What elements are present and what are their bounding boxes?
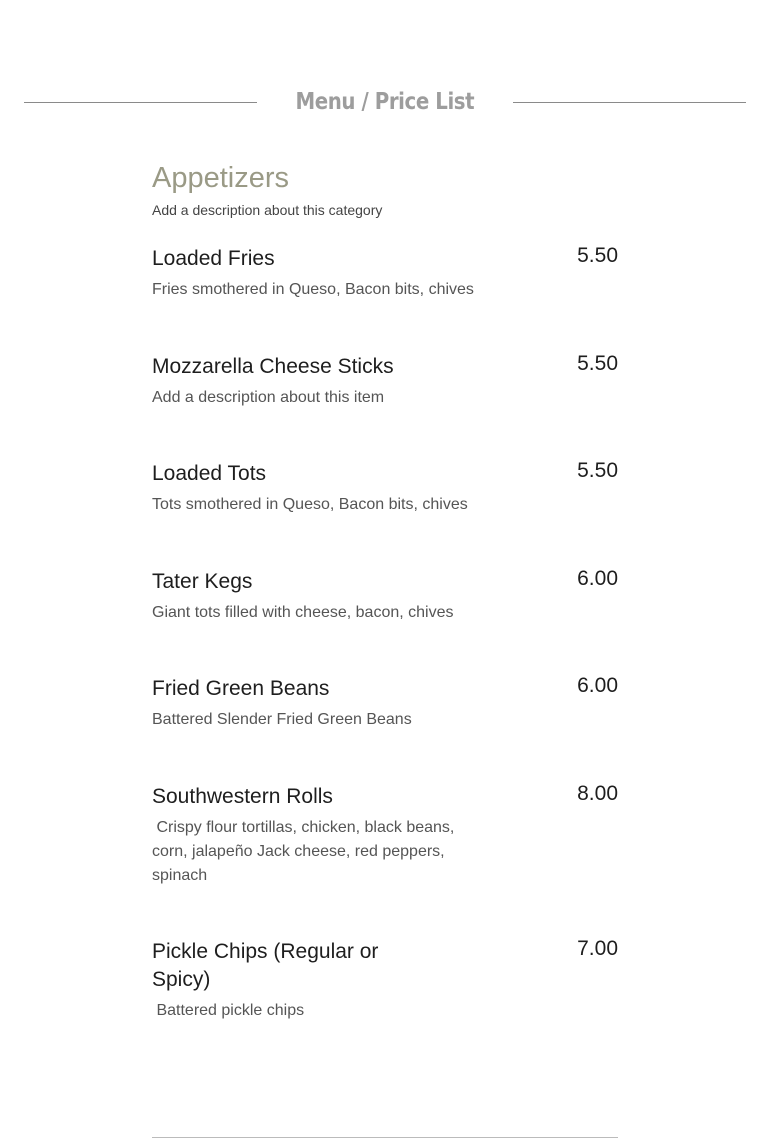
menu-section [152, 160, 618, 1019]
item-description: Battered Slender Fried Green Beans [152, 711, 412, 728]
item-name: Tater Kegs [152, 570, 253, 593]
menu-item [152, 460, 618, 517]
item-price: 5.50 [577, 352, 618, 375]
menu-item [152, 245, 618, 302]
page-title: Menu / Price List [295, 89, 475, 115]
menu-item [152, 675, 618, 732]
header-rule-right [513, 102, 746, 103]
header-rule-left [24, 102, 257, 103]
item-price: 6.00 [577, 674, 618, 697]
item-description: Giant tots filled with cheese, bacon, chives [152, 604, 454, 621]
item-price: 7.00 [577, 937, 618, 960]
item-name: Mozzarella Cheese Sticks [152, 355, 394, 378]
item-price: 5.50 [577, 244, 618, 267]
item-description: Fries smothered in Queso, Bacon bits, chives [152, 281, 474, 298]
item-description: Crispy flour tortillas, chicken, black beans, corn, jalapeño Jack cheese, red peppers, spinach [152, 819, 459, 884]
category-description: Add a description about this category [152, 202, 383, 218]
menu-item [152, 938, 618, 1023]
item-description: Tots smothered in Queso, Bacon bits, chives [152, 496, 468, 513]
category-title: Appetizers [152, 162, 290, 194]
item-name: Loaded Tots [152, 462, 267, 485]
menu-item [152, 353, 618, 410]
item-description: Battered pickle chips [152, 1002, 305, 1019]
item-name: Southwestern Rolls [152, 785, 333, 808]
bottom-divider [152, 1137, 618, 1138]
page-header [24, 82, 746, 122]
item-name: Pickle Chips (Regular or Spicy) [152, 940, 379, 991]
item-name: Loaded Fries [152, 247, 275, 270]
item-name: Fried Green Beans [152, 677, 330, 700]
item-price: 6.00 [577, 567, 618, 590]
item-description: Add a description about this item [152, 389, 385, 406]
item-price: 8.00 [577, 782, 618, 805]
menu-item [152, 568, 618, 625]
menu-item [152, 783, 618, 888]
item-price: 5.50 [577, 459, 618, 482]
